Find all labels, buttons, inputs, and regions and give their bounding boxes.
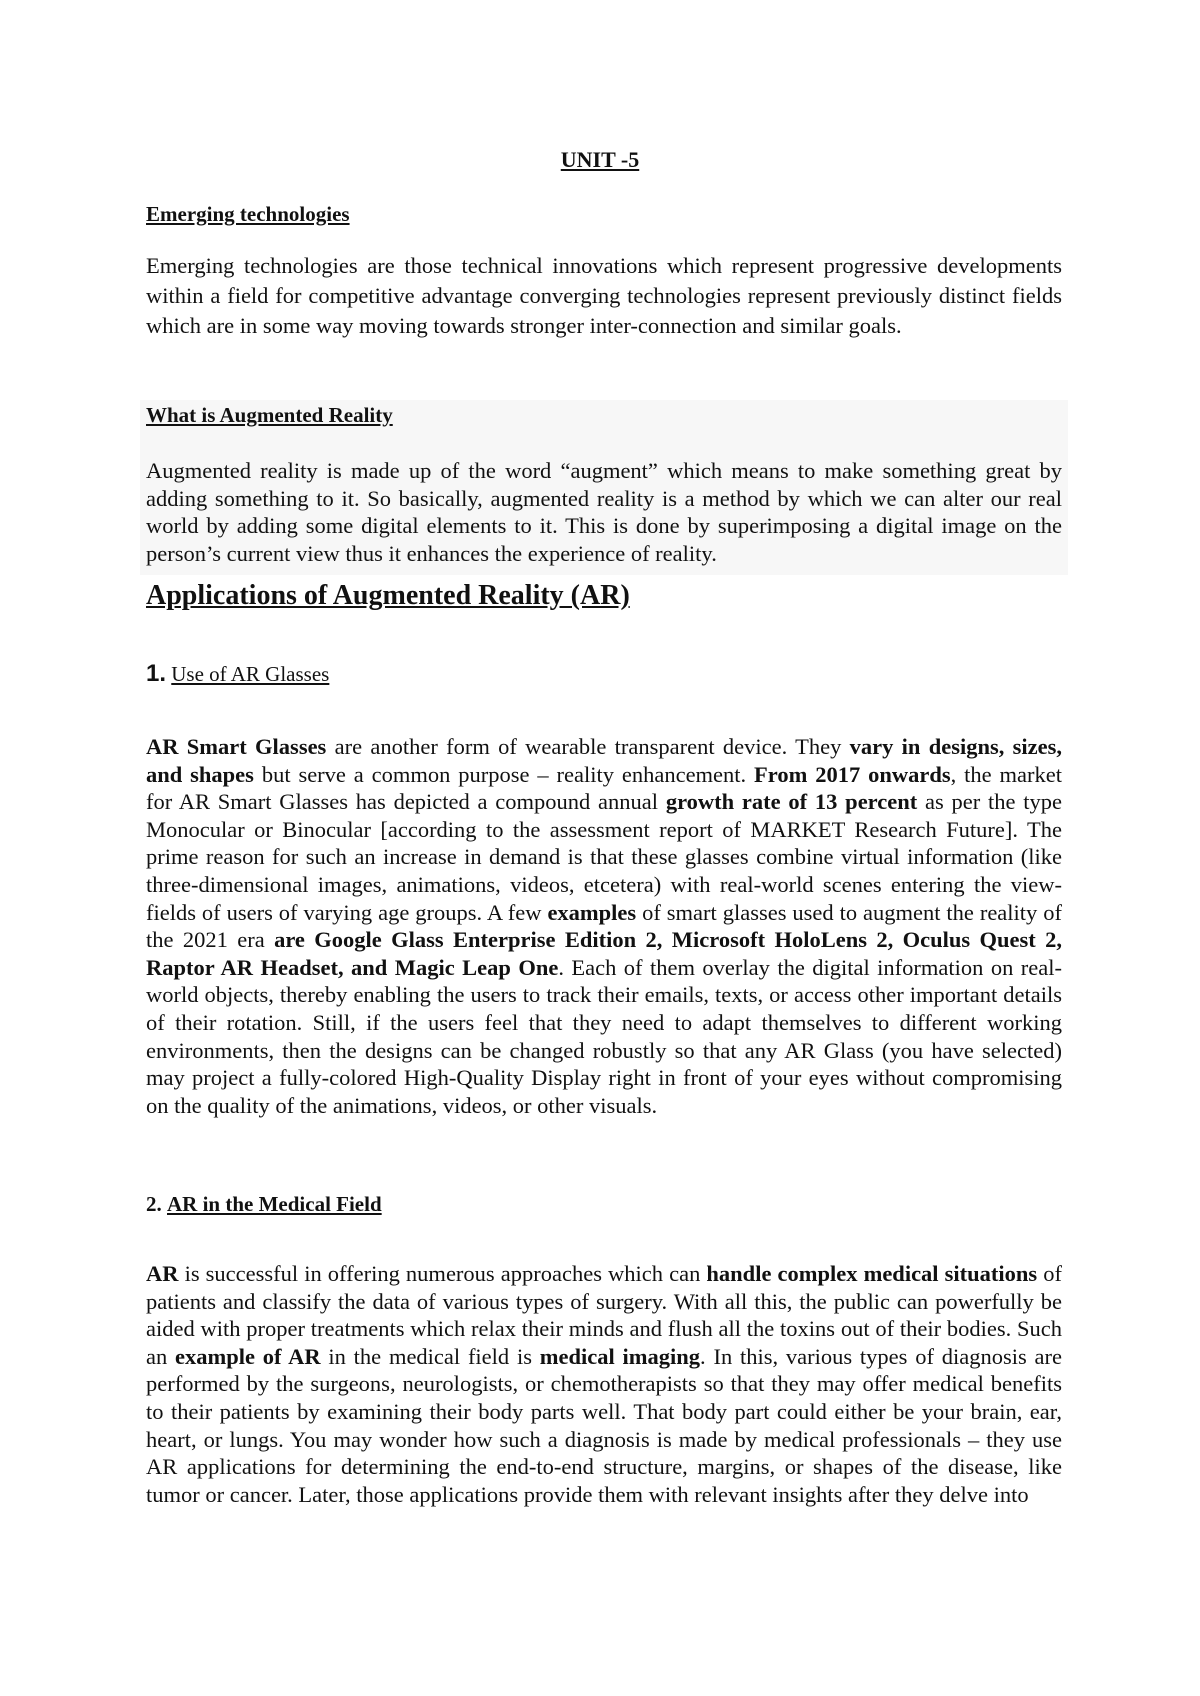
augmented-reality-paragraph: Augmented reality is made up of the word “augment” which means to make something great by adding something to it. So basically, augmented reality is a method by which we can alter our real world by adding some digital elements to it. This is done by superimposing a digital image on the person’s current view thus it enhances the experience of reality. xyxy=(146,458,1062,566)
item2-text-run: is successful in offering numerous approaches which can xyxy=(178,1261,707,1286)
item1-bold-run: examples xyxy=(547,899,637,925)
item2-text-run: in the medical field is xyxy=(320,1343,540,1369)
emerging-technologies-paragraph: Emerging technologies are those technical innovations which represent progressive developments within a field for competitive advantage converging technologies represent previously distinct fields which are in some way moving towards stronger inter-connection and similar goals. xyxy=(146,253,1062,338)
item1-bold-run: AR Smart Glasses xyxy=(146,734,327,759)
item1-text-run: . Each of them overlay the digital information on real-world objects, thereby enabling the users to track their emails, texts, or access other important details of their rotation. Still, if the users feel that they need to adapt themselves to different working environments, then the designs can be changed robustly so that any AR Glass (you have selected) may project a fully-colored High-Quality Display right in front of your eyes without compromising on the quality of the animations, videos, or other visuals. xyxy=(146,954,1062,1118)
item2-bold-run: example of AR xyxy=(175,1343,321,1369)
item-1-title: Use of AR Glasses xyxy=(171,662,330,686)
item-2-number: 2. xyxy=(146,1192,162,1216)
item1-bold-run: are Google Glass Enterprise Edition 2, Microsoft HoloLens 2, Oculus Quest 2, Raptor AR Headset, and Magic Leap One xyxy=(146,927,1062,980)
item1-text-run: as per the type Monocular or Binocular [according to the assessment report of MARKET Research Future]. The prime reason for such an increase in demand is that these glasses combine virtual information (like three-dimensional images, animations, videos, etcetera) with real-world scenes entering the view-fields of users of varying age groups. A few xyxy=(146,789,1063,925)
item-2-title: AR in the Medical Field xyxy=(167,1192,382,1216)
item1-bold-run: vary in designs, sizes, and shapes xyxy=(146,734,1063,787)
applications-heading: Applications of Augmented Reality (AR) xyxy=(146,580,630,611)
item2-bold-run: medical imaging xyxy=(539,1343,701,1369)
item-1-number: 1. xyxy=(146,660,167,687)
item-2-heading xyxy=(146,1192,382,1217)
item1-text-run: of smart glasses used to augment the reality of the 2021 era xyxy=(146,899,1062,953)
emerging-technologies-heading: Emerging technologies xyxy=(146,202,350,226)
item1-text-run: , the market for AR Smart Glasses has depicted a compound annual xyxy=(146,761,1062,815)
item2-bold-run: handle complex medical situations xyxy=(706,1261,1038,1286)
item2-bold-run: AR xyxy=(146,1261,179,1286)
item1-text-run: but serve a common purpose – reality enhancement. xyxy=(253,761,755,787)
item2-text-run: of patients and classify the data of various types of surgery. With all this, the public can powerfully be aided with proper treatments which relax their minds and flush all the toxins out of their bodies. Such an xyxy=(146,1261,1062,1369)
item2-text-run: . In this, various types of diagnosis are performed by the surgeons, neurologists, or chemotherapists so that they may offer medical benefits to their patients by examining their body parts well. That body part could either be your brain, ear, heart, or lungs. You may wonder how such a diagnosis is made by medical professionals – they use AR applications for determining the end-to-end structure, margins, or shapes of the disease, like tumor or cancer. Later, those applications provide them with relevant insights after they delve into xyxy=(146,1343,1062,1507)
augmented-reality-heading: What is Augmented Reality xyxy=(146,403,393,427)
ar-medical-paragraph xyxy=(146,1260,1062,1508)
unit-title: UNIT -5 xyxy=(560,147,640,172)
item1-text-run: are another form of wearable transparent device. They xyxy=(326,734,850,759)
item1-bold-run: growth rate of 13 percent xyxy=(665,789,918,815)
ar-glasses-paragraph xyxy=(146,733,1062,1119)
item1-bold-run: From 2017 onwards xyxy=(754,761,951,787)
item-1-heading xyxy=(146,660,329,688)
